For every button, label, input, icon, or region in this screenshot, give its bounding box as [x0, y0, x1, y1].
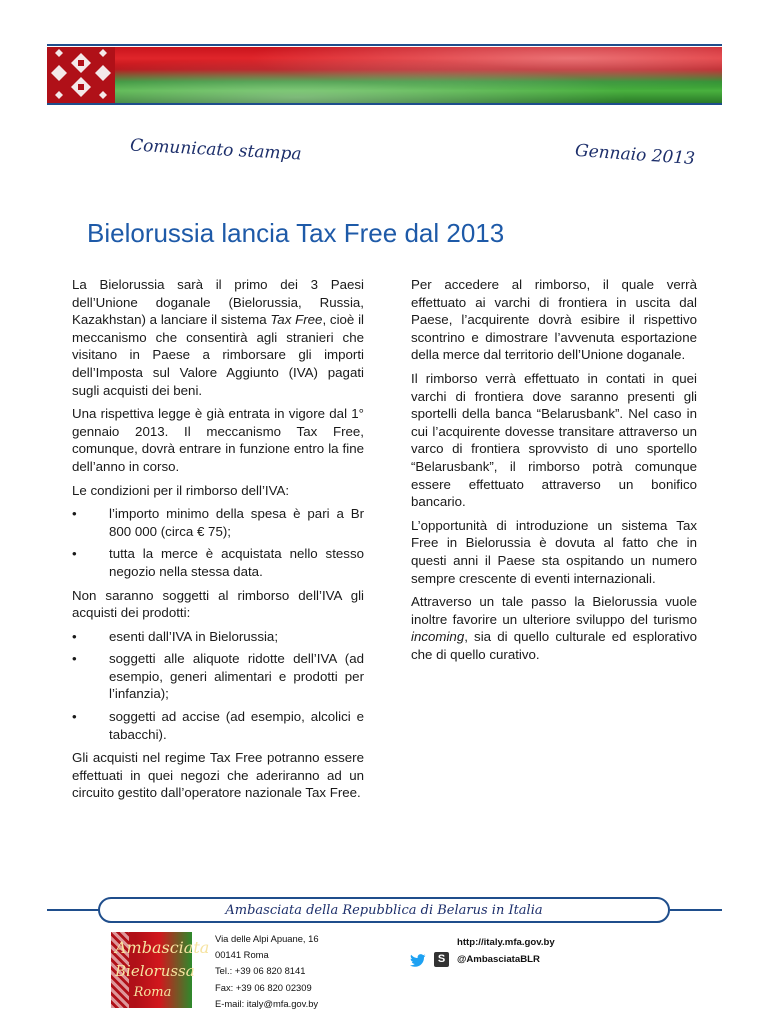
address-line: 00141 Roma — [215, 949, 269, 961]
list-item-text: soggetti alle aliquote ridotte dell’IVA (ad esempio, generi alimentari e prodotti per l’infanzia); — [109, 651, 364, 702]
embassy-name: Ambasciata della Repubblica di Belarus in Italia — [225, 903, 543, 918]
website-link[interactable]: http://italy.mfa.gov.by — [457, 937, 555, 948]
list-item — [72, 545, 364, 580]
footer-rule-left — [47, 909, 99, 911]
list-item-text: esenti dall’IVA in Bielorussia; — [109, 628, 279, 644]
flag-banner — [47, 47, 722, 103]
footer-banner — [98, 897, 670, 923]
list-item — [72, 628, 364, 646]
exclusions-list — [72, 628, 364, 744]
flag-wave-highlight — [115, 47, 722, 103]
text-emphasis: Tax Free — [270, 312, 323, 328]
ornament-icon — [47, 47, 115, 103]
article-right-column — [411, 276, 697, 669]
paragraph: Le condizioni per il rimborso dell’IVA: — [72, 482, 290, 498]
bullet-icon: • — [72, 506, 77, 522]
list-item — [72, 505, 364, 540]
list-item-text: soggetti ad accise (ad esempio, alcolici e tabacchi). — [109, 709, 364, 742]
article-title: Bielorussia lancia Tax Free dal 2013 — [87, 218, 505, 248]
paragraph: Il rimborso verrà effettuato in contati in quei varchi di frontiera dove saranno presenti gli sportelli della banca “Belarusbank”. Nel caso in cui l’acquirente dovesse transitare attraverso un varco di frontiera sprovvisto di uno sportello “Belarusbank”, il rimborso potrà comunque essere effettuato attraverso un bonifico bancario. — [411, 370, 697, 510]
paragraph: Una rispettiva legge è già entrata in vigore dal 1° gennaio 2013. Il meccanismo Tax Free, comunque, dovrà entrare in funzione entro la fine dell’anno in corso. — [72, 406, 364, 474]
paragraph: Non saranno soggetti al rimborso dell’IVA gli acquisti dei prodotti: — [72, 587, 364, 621]
logo-text: Bielorussa — [115, 962, 195, 980]
date-label: Gennaio 2013 — [574, 140, 696, 170]
logo-text: Roma — [133, 985, 172, 1000]
press-release-label: Comunicato stampa — [129, 135, 303, 165]
phone-line: Tel.: +39 06 820 8141 — [215, 965, 306, 977]
paragraph — [72, 276, 364, 399]
text: , sia di quello culturale ed esplorativo che di quello curativo. — [411, 629, 697, 662]
embassy-logo — [111, 932, 210, 1008]
paragraph: Gli acquisti nel regime Tax Free potranno essere effettuati in quei negozi che aderiranno ad un circuito gestito dall’operatore nazionale Tax Free. — [72, 750, 364, 801]
header-bottom-rule — [47, 103, 722, 105]
bullet-icon: • — [72, 709, 77, 725]
text: Attraverso un tale passo la Bielorussia vuole inoltre favorire un ulteriore sviluppo del turismo — [411, 594, 697, 627]
footer-rule-right — [670, 909, 722, 911]
ornament-pattern — [47, 47, 115, 103]
email-line[interactable]: E-mail: italy@mfa.gov.by — [215, 997, 319, 1009]
text-emphasis: incoming — [411, 629, 465, 645]
fax-line: Fax: +39 06 820 02309 — [215, 981, 312, 993]
address-line: Via delle Alpi Apuane, 16 — [215, 933, 319, 944]
s-icon[interactable]: S — [434, 952, 449, 967]
bullet-icon: • — [72, 546, 77, 562]
text: , cioè il meccanismo che consentirà agli stranieri che visitano in Paese a rimborsare gli importi dell’Imposta sul Valore Aggiunto (IVA) pagati sugli acquisti dei beni. — [72, 312, 364, 398]
paragraph — [411, 593, 697, 663]
list-item-text: tutta la merce è acquistata nello stesso negozio nella stessa data. — [109, 546, 364, 579]
bullet-icon: • — [72, 628, 77, 644]
address-block — [215, 931, 319, 1012]
bullet-icon: • — [72, 651, 77, 667]
conditions-list — [72, 505, 364, 580]
paragraph: L’opportunità di introduzione un sistema Tax Free in Bielorussia è dovuta al fatto che in questi anni il Paese sta ospitando un numero sempre crescente di eventi internazionali. — [411, 517, 697, 586]
social-handle[interactable]: @AmbasciataBLR — [457, 954, 540, 965]
paragraph: Per accedere al rimborso, il quale verrà effettuato ai varchi di frontiera in uscita dal Paese, l’acquirente dovrà esibire il rispettivo scontrino e dimostrare l’avvenuta esportazione della merce dal territorio dell’Unione doganale. — [411, 277, 697, 363]
list-item-text: l’importo minimo della spesa è pari a Br 800 000 (circa € 75); — [109, 506, 364, 539]
twitter-bird-icon — [410, 954, 426, 968]
text: La Bielorussia sarà il primo dei 3 Paesi dell’Unione doganale (Bielorussia, Russia, Kazakhstan) a lanciare il sistema — [72, 277, 364, 328]
header-top-rule — [47, 44, 722, 46]
list-item — [72, 708, 364, 743]
twitter-icon[interactable] — [410, 954, 426, 968]
list-item — [72, 650, 364, 703]
article-left-column — [72, 276, 364, 808]
logo-text: Ambasciata — [115, 938, 210, 957]
